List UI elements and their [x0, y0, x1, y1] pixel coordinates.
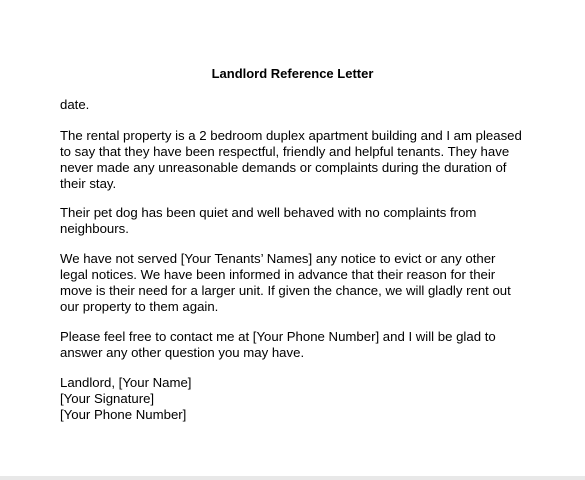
signature-block	[60, 375, 580, 423]
paragraph-line: move is their need for a larger unit. If given the chance, we will gladly rent out	[60, 283, 511, 298]
paragraph-line: The rental property is a 2 bedroom duplex apartment building and I am pleased	[60, 128, 522, 143]
signature-line: [Your Signature]	[60, 391, 155, 406]
date-line: date.	[60, 97, 90, 112]
page-bottom-edge	[0, 476, 585, 480]
signature-line: Landlord, [Your Name]	[60, 375, 192, 390]
paragraph-line: We have not served [Your Tenants’ Names] any notice to evict or any other	[60, 251, 496, 266]
paragraph-line: never made any unreasonable demands or complaints during the duration of	[60, 160, 507, 175]
paragraph-line: neighbours.	[60, 221, 129, 236]
paragraph-pet-dog	[60, 205, 580, 237]
paragraph-line: to say that they have been respectful, friendly and helpful tenants. They have	[60, 144, 510, 159]
paragraph-notices	[60, 251, 580, 315]
letter-title: Landlord Reference Letter	[211, 66, 374, 81]
signature-line: [Your Phone Number]	[60, 407, 187, 422]
paragraph-line: their stay.	[60, 176, 117, 191]
paragraph-line: answer any other question you may have.	[60, 345, 305, 360]
letter-date	[60, 97, 580, 113]
paragraph-line: Please feel free to contact me at [Your Phone Number] and I will be glad to	[60, 329, 496, 344]
paragraph-line: Their pet dog has been quiet and well behaved with no complaints from	[60, 205, 477, 220]
paragraph-line: our property to them again.	[60, 299, 219, 314]
paragraph-rental-property	[60, 128, 580, 192]
paragraph-contact	[60, 329, 580, 361]
paragraph-line: legal notices. We have been informed in advance that their reason for their	[60, 267, 496, 282]
